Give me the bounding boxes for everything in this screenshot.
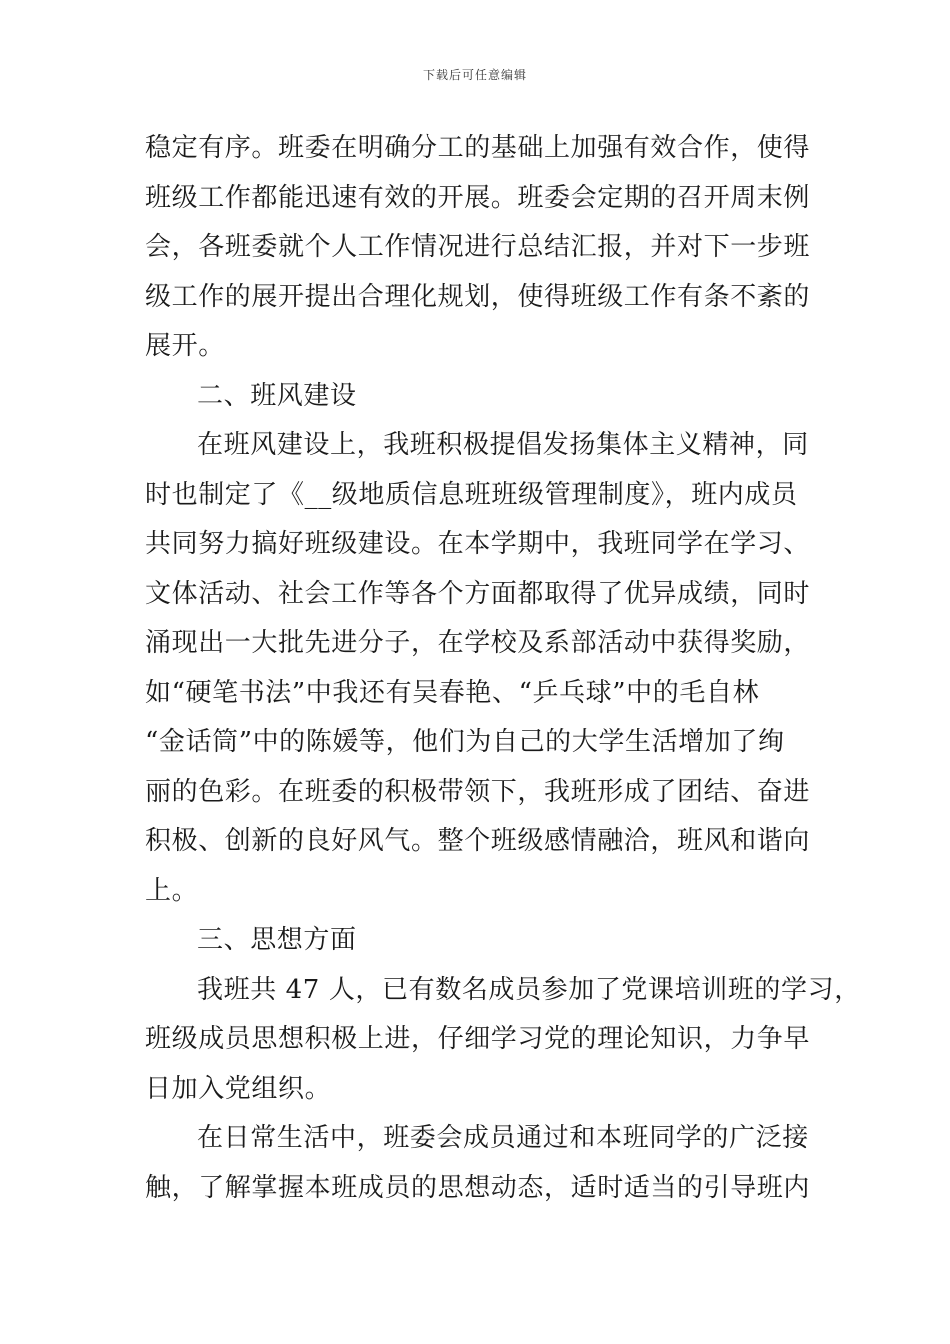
text-line: 时也制定了《__级地质信息班班级管理制度》，班内成员 — [145, 479, 798, 510]
page-header: 下载后可任意编辑 — [422, 68, 527, 82]
text-line: 在日常生活中，班委会成员通过和本班同学的广泛接 — [197, 1123, 809, 1153]
text-line: 上。 — [145, 875, 199, 906]
text-line: 班级成员思想积极上进，仔细学习党的理论知识，力争早 — [145, 1024, 811, 1054]
text-line: 积极、创新的良好风气。整个班级感情融洽，班风和谐向 — [145, 826, 811, 856]
section-heading: 二、班风建设 — [197, 380, 357, 411]
text-line: 涌现出一大批先进分子，在学校及系部活动中获得奖励， — [145, 628, 811, 658]
text-line: 在班风建设上，我班积极提倡发扬集体主义精神，同 — [197, 430, 809, 460]
text-line: 会，各班委就个人工作情况进行总结汇报，并对下一步班 — [145, 232, 811, 262]
text-line: 丽的色彩。在班委的积极带领下，我班形成了团结、奋进 — [145, 776, 811, 807]
text-line: 日加入党组织。 — [145, 1073, 332, 1104]
text-line: “金话筒”中的陈媛等，他们为自己的大学生活增加了绚 — [145, 727, 785, 757]
document-body — [145, 124, 861, 1213]
text-line: 班级工作都能迅速有效的开展。班委会定期的召开周末例 — [145, 182, 811, 213]
text-line: 触，了解掌握本班成员的思想动态，适时适当的引导班内 — [145, 1172, 811, 1203]
text-line: 级工作的展开提出合理化规划，使得班级工作有条不紊的 — [145, 281, 811, 312]
text-line: 展开。 — [145, 331, 225, 361]
text-line: 如“硬笔书法”中我还有吴春艳、“乒乓球”中的毛自林 — [145, 677, 760, 708]
text-line: 稳定有序。班委在明确分工的基础上加强有效合作，使得 — [145, 133, 811, 163]
section-heading: 三、思想方面 — [197, 925, 357, 955]
text-line: 文体活动、社会工作等各个方面都取得了优异成绩，同时 — [145, 578, 811, 609]
text-line: 我班共 47 人，已有数名成员参加了党课培训班的学习， — [197, 974, 861, 1005]
text-line: 共同努力搞好班级建设。在本学期中，我班同学在学习、 — [145, 529, 811, 559]
